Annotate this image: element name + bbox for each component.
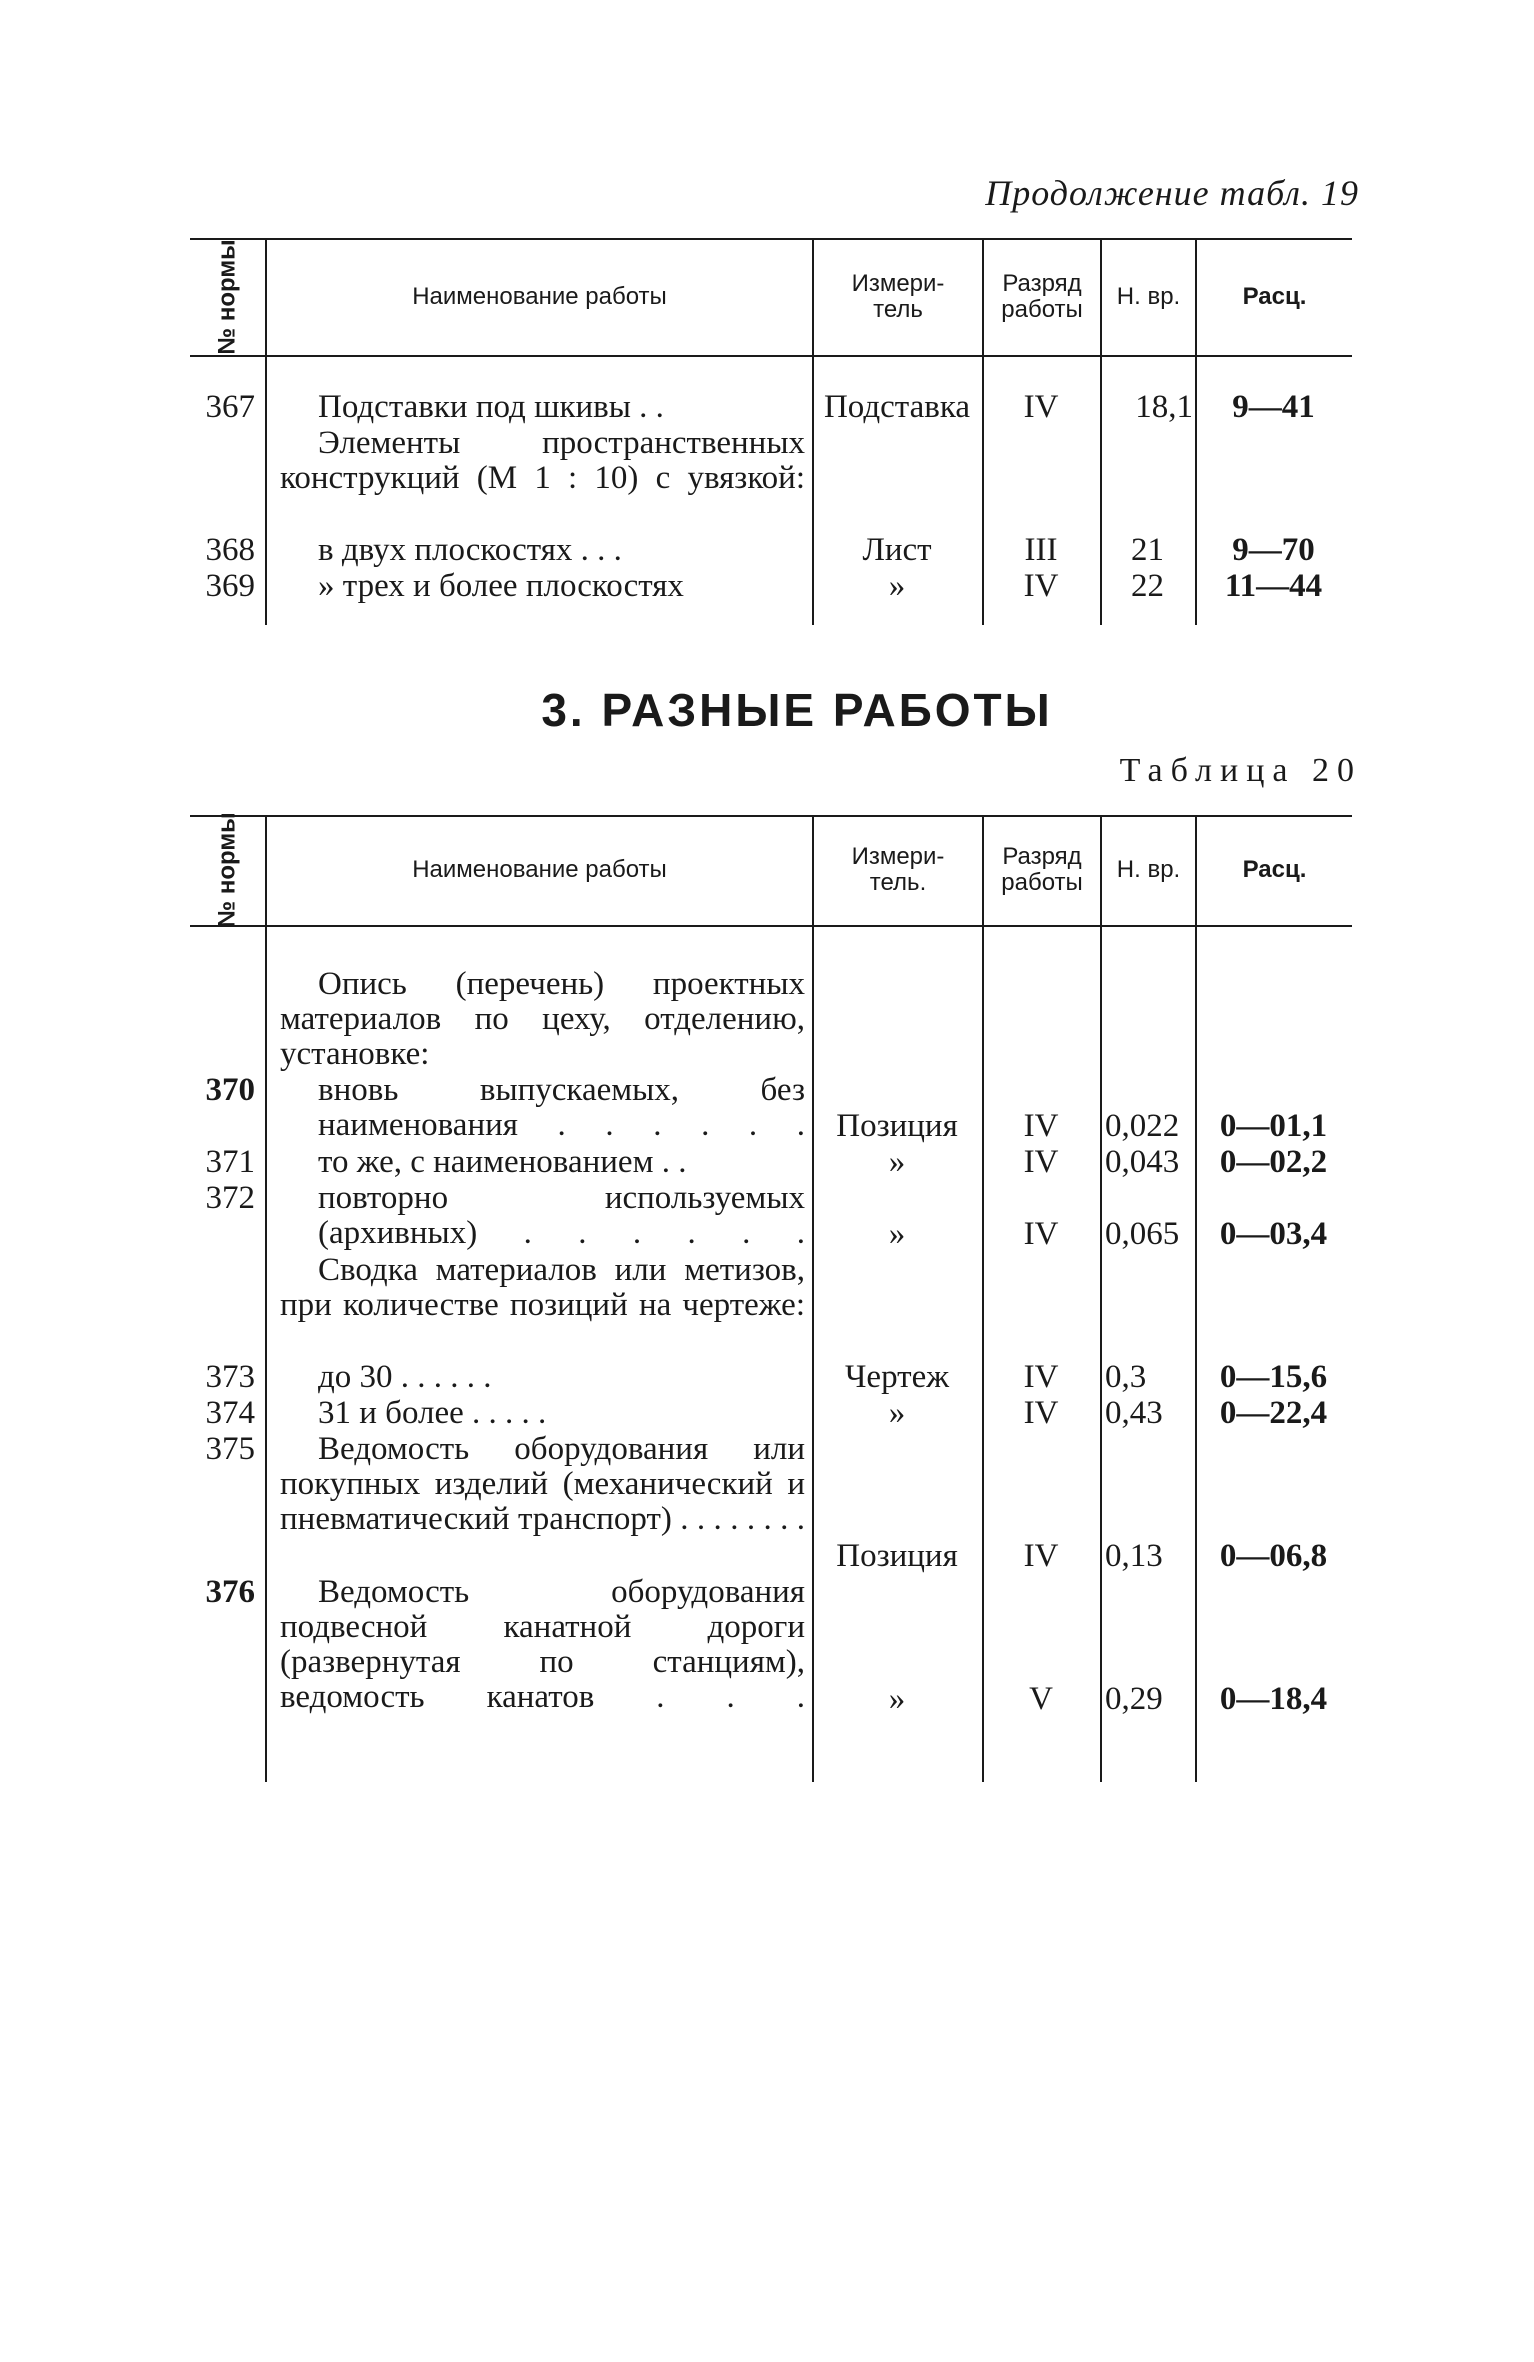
column-divider — [1195, 815, 1197, 1782]
header-unit: Измери-тель — [851, 269, 945, 323]
table-19: № нормы Наименование работы Измери-тель Разряд работы Н. вр. Расц. 367 Подставки под шкивы . . Подставка IV 18,1 9—41 Элементы пространственных конструкций (М 1 : 10) с увязкой: 368 в двух плоскостях . . . Лист III 21 9—70 369 » трех и более плоскостях » IV 22 11—44 — [190, 238, 1352, 625]
column-divider — [982, 815, 984, 1782]
header-no: № нормы — [213, 812, 241, 928]
header-rate: Расц. — [1242, 282, 1307, 310]
column-divider — [812, 815, 814, 1782]
header-rate: Расц. — [1242, 856, 1307, 883]
continuation-label: Продолжение табл. 19 — [985, 173, 1359, 213]
column-divider — [1100, 815, 1102, 1782]
header-norm: Н. вр. — [1116, 856, 1181, 883]
header-no: № нормы — [213, 238, 241, 355]
section-title: 3. РАЗНЫЕ РАБОТЫ — [541, 684, 1053, 736]
table-label: Таблица 20 — [1119, 752, 1362, 789]
header-grade: Разряд работы — [1001, 843, 1083, 896]
header-unit: Измери-тель. — [851, 843, 945, 896]
header-bottom-rule — [190, 355, 1352, 357]
header-name: Наименование работы — [412, 856, 667, 883]
header-grade: Разряд работы — [1001, 269, 1083, 323]
header-norm: Н. вр. — [1116, 282, 1181, 310]
column-divider — [265, 815, 267, 1782]
header-name: Наименование работы — [412, 282, 667, 310]
table-20: № нормы Наименование работы Измери-тель. Разряд работы Н. вр. Расц. Опись (перечень) проектных материалов по цеху, отделению, установке: 370 вновь выпускаемых, без наименования . . . . . . Позиция IV 0,022 0—01,1 371 то же, с наименованием . . » IV 0,043 0—02,2 372 повторно используемых (архивных) . . . . . . » IV 0,065 0—03,4 Сводка материалов или метизов, при количестве позиций на чертеже: 373 до 30 . . . . . . Чертеж IV 0,3 0—15,6 374 31 и более . . . . . » IV 0,43 0—22,4 375 Ведомость оборудования или покупных изделий (механический и пневматический транспорт) . . . . . . . . Позиция IV 0,13 0—06,8 376 Ведомость оборудования подвесной канатной дороги (развернутая по станциям), ведомость канатов . . . » V 0,29 0—18,4 — [190, 815, 1352, 1782]
header-bottom-rule — [190, 925, 1352, 927]
